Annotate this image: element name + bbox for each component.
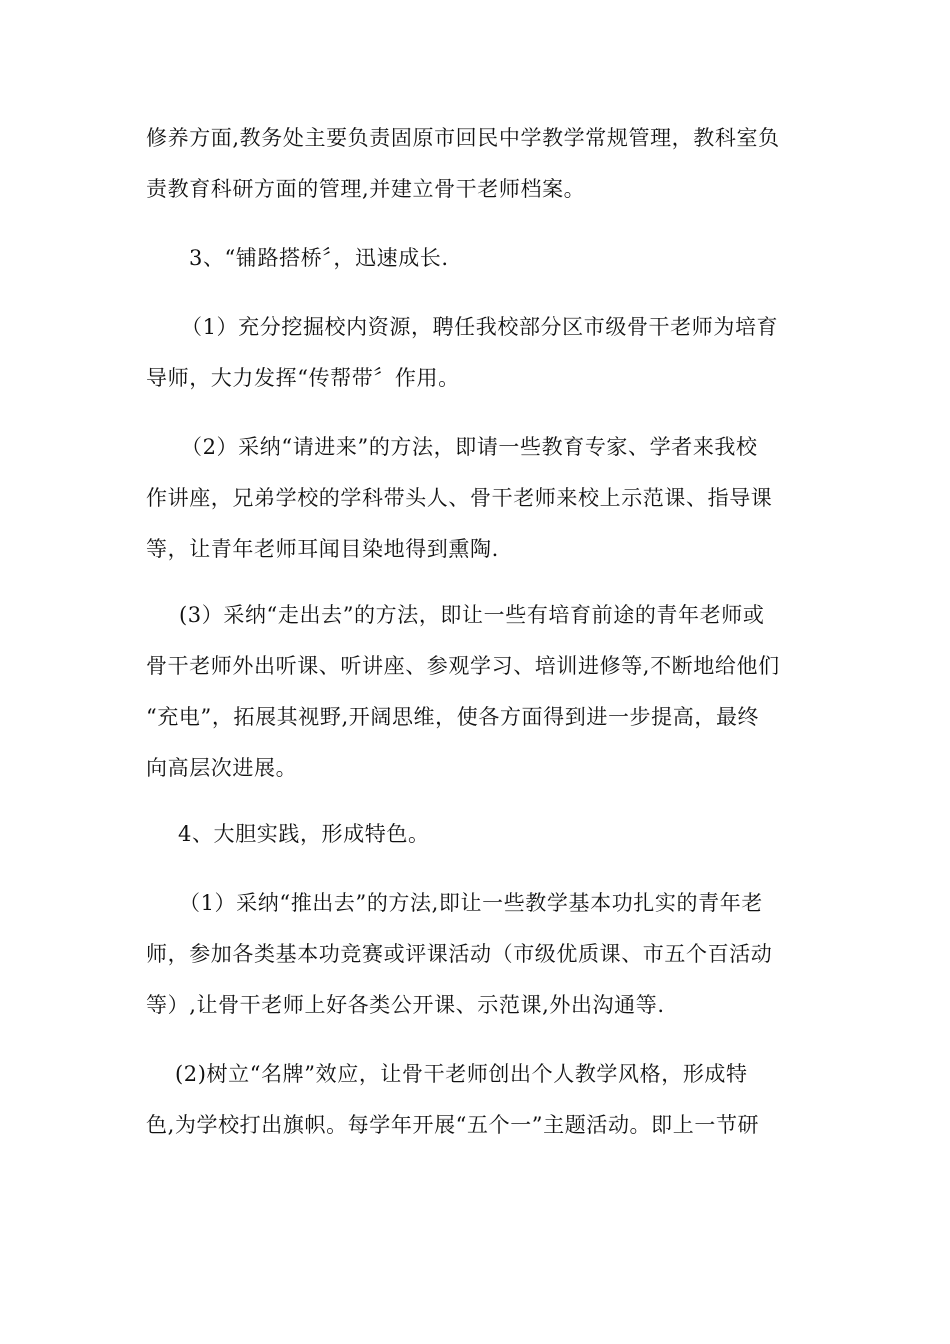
section-heading-4: 4、大胆实践，形成特色。 [178, 822, 430, 846]
text-line-11: “充电”，拓展其视野,开阔思维，使各方面得到进一步提高，最终 [146, 705, 760, 729]
text-line-17: (2)树立“名牌”效应，让骨干老师创出个人教学风格，形成特 [175, 1062, 748, 1086]
section-heading-3: 3、“铺路搭桥〞，迅速成长. [189, 246, 449, 270]
text-line-8: 等，让青年老师耳闻目染地得到熏陶. [146, 537, 499, 561]
text-line-1: 修养方面,教务处主要负责固原市回民中学教学常规管理，教科室负 [146, 126, 780, 150]
text-line-18: 色,为学校打出旗帜。每学年开展“五个一”主题活动。即上一节研 [146, 1113, 760, 1137]
text-line-16: 等）,让骨干老师上好各类公开课、示范课,外出沟通等. [146, 993, 665, 1017]
text-line-4: （1）充分挖掘校内资源，聘任我校部分区市级骨干老师为培育 [181, 315, 779, 339]
text-line-2: 责教育科研方面的管理,并建立骨干老师档案。 [146, 177, 586, 201]
text-line-14: （1）采纳“推出去”的方法,即让一些教学基本功扎实的青年老 [179, 891, 763, 915]
text-line-9: (3）采纳“走出去”的方法，即让一些有培育前途的青年老师或 [179, 603, 765, 627]
text-line-5: 导师，大力发挥“传帮带〞作用。 [146, 366, 460, 390]
text-line-10: 骨干老师外出听课、听讲座、参观学习、培训进修等,不断地给他们 [146, 654, 780, 678]
text-line-7: 作讲座，兄弟学校的学科带头人、骨干老师来校上示范课、指导课 [146, 486, 773, 510]
text-line-15: 师，参加各类基本功竞赛或评课活动（市级优质课、市五个百活动 [146, 942, 773, 966]
text-line-12: 向高层次进展。 [146, 756, 298, 780]
text-line-6: （2）采纳“请进来”的方法，即请一些教育专家、学者来我校 [181, 435, 758, 459]
